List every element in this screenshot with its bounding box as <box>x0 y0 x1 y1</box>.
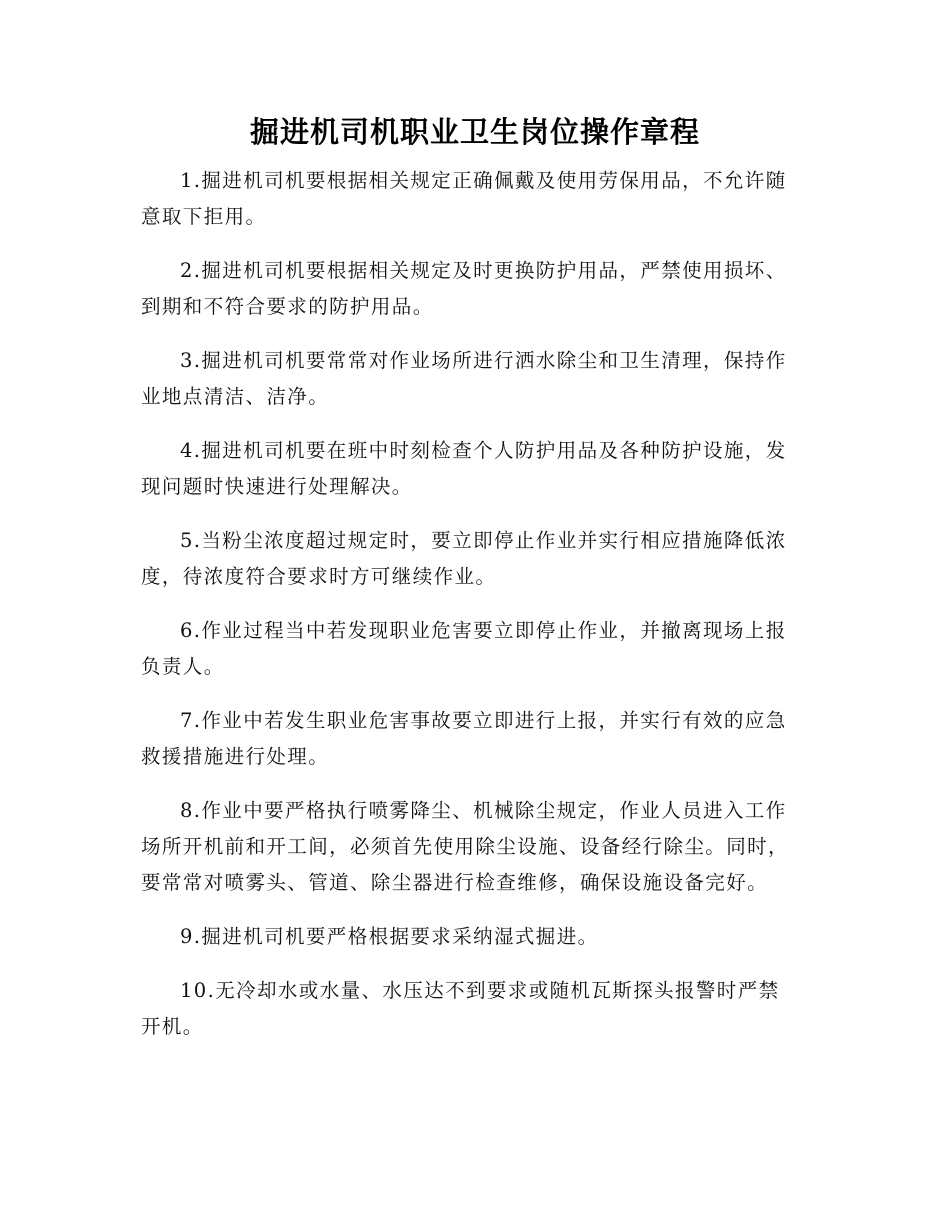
paragraph-3: 3.掘进机司机要常常对作业场所进行洒水除尘和卫生清理，保持作业地点清洁、洁净。 <box>141 349 787 408</box>
paragraph-5: 5.当粉尘浓度超过规定时，要立即停止作业并实行相应措施降低浓度，待浓度符合要求时方可继续作业。 <box>141 529 787 588</box>
paragraph-9: 9.掘进机司机要严格根据要求采纳湿式掘进。 <box>180 925 599 948</box>
paragraph-2: 2.掘进机司机要根据相关规定及时更换防护用品，严禁使用损坏、到期和不符合要求的防护用品。 <box>141 259 787 318</box>
paragraph-6: 6.作业过程当中若发现职业危害要立即停止作业，并撤离现场上报负责人。 <box>141 619 787 678</box>
paragraph-10: 10.无冷却水或水量、水压达不到要求或随机瓦斯探头报警时严禁开机。 <box>141 979 780 1038</box>
paragraph-8: 8.作业中要严格执行喷雾降尘、机械除尘规定，作业人员进入工作场所开机前和开工间，必须首先使用除尘设施、设备经行除尘。同时，要常常对喷雾头、管道、除尘器进行检查维修，确保设施设备完好。 <box>141 799 789 894</box>
paragraph-4: 4.掘进机司机要在班中时刻检查个人防护用品及各种防护设施，发现问题时快速进行处理解决。 <box>141 439 787 498</box>
document-title: 掘进机司机职业卫生岗位操作章程 <box>249 115 700 149</box>
paragraph-1: 1.掘进机司机要根据相关规定正确佩戴及使用劳保用品，不允许随意取下拒用。 <box>141 169 787 228</box>
document-body <box>141 163 796 1063</box>
paragraph-7: 7.作业中若发生职业危害事故要立即进行上报，并实行有效的应急救援措施进行处理。 <box>141 709 787 768</box>
